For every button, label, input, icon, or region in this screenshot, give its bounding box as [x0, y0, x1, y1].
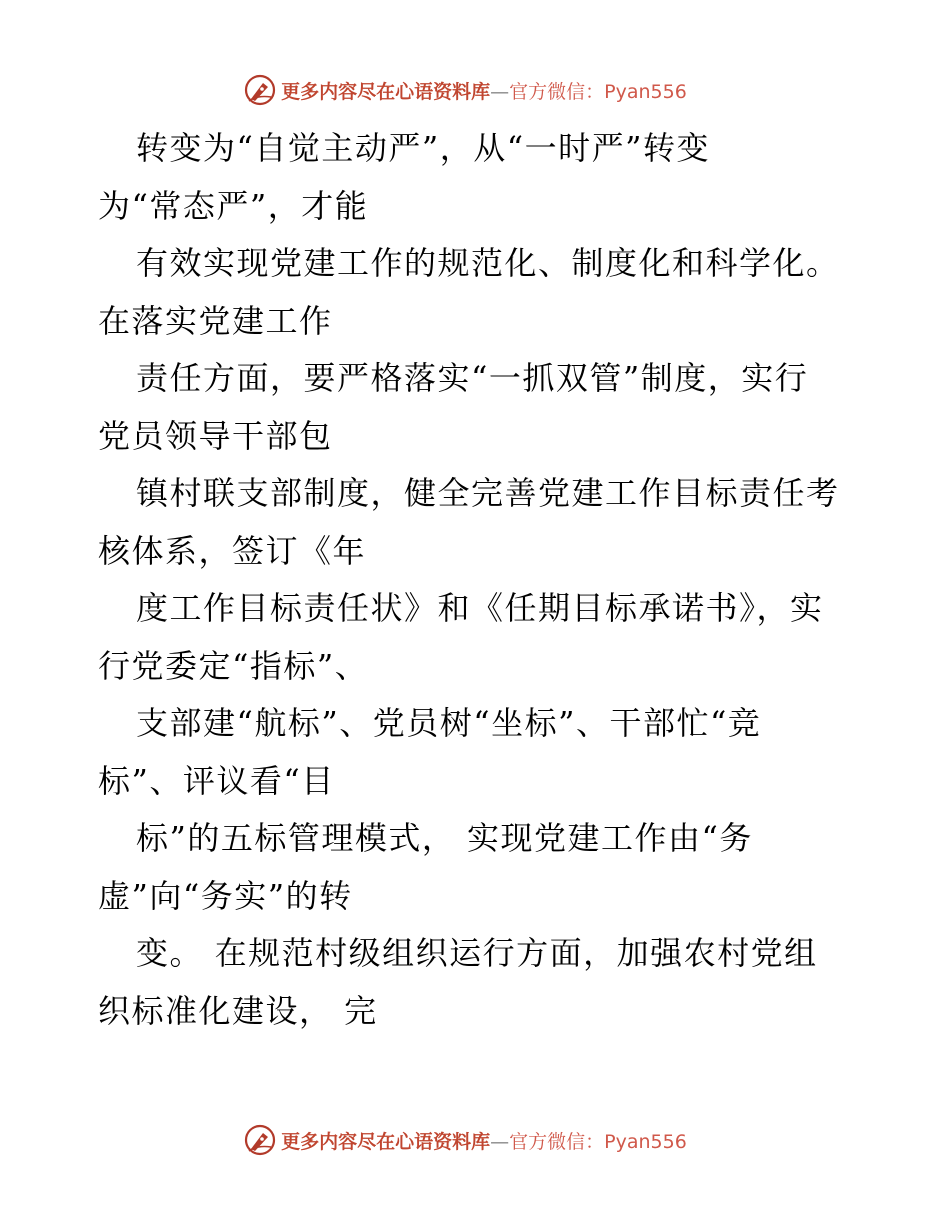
text-line: 虚”向“务实”的转	[98, 876, 353, 915]
text-line: 党员领导干部包	[98, 416, 333, 455]
text-line: 在落实党建工作	[98, 301, 333, 340]
header-brand: 更多内容尽在心语资料库	[281, 80, 491, 103]
text-line: 变。 在规范村级组织运行方面，加强农村党组	[136, 934, 818, 972]
text-line: 织标准化建设， 完	[98, 991, 378, 1030]
text-line: 镇村联支部制度，健全完善党建工作目标责任考	[136, 474, 840, 512]
text-line: 转变为“自觉主动严”，从“一时严”转变	[136, 129, 710, 167]
text-line: 支部建“航标”、党员树“坐标”、干部忙“竞	[136, 704, 762, 742]
text-line: 度工作目标责任状》和《任期目标承诺书》，实	[136, 589, 824, 627]
text-line: 为“常态严”，才能	[98, 186, 369, 225]
footer-watermark	[0, 1120, 950, 1160]
text-line: 有效实现党建工作的规范化、制度化和科学化。	[136, 244, 840, 282]
footer-separator: —	[490, 1130, 510, 1153]
document-body	[98, 120, 858, 1040]
text-line: 责任方面，要严格落实“一抓双管”制度，实行	[136, 359, 809, 397]
footer-wechat: 官方微信：Pyan556	[509, 1130, 687, 1153]
header-watermark	[0, 70, 950, 110]
pen-nib-circle-icon	[243, 1123, 277, 1157]
footer-brand: 更多内容尽在心语资料库	[281, 1130, 491, 1153]
text-line: 标”、评议看“目	[98, 761, 335, 800]
header-wechat: 官方微信：Pyan556	[509, 80, 687, 103]
text-line: 行党委定“指标”、	[98, 646, 369, 685]
header-separator: —	[490, 80, 510, 103]
text-line: 标”的五标管理模式， 实现党建工作由“务	[136, 819, 753, 857]
text-line: 核体系，签订《年	[98, 531, 367, 570]
pen-nib-circle-icon	[243, 73, 277, 107]
